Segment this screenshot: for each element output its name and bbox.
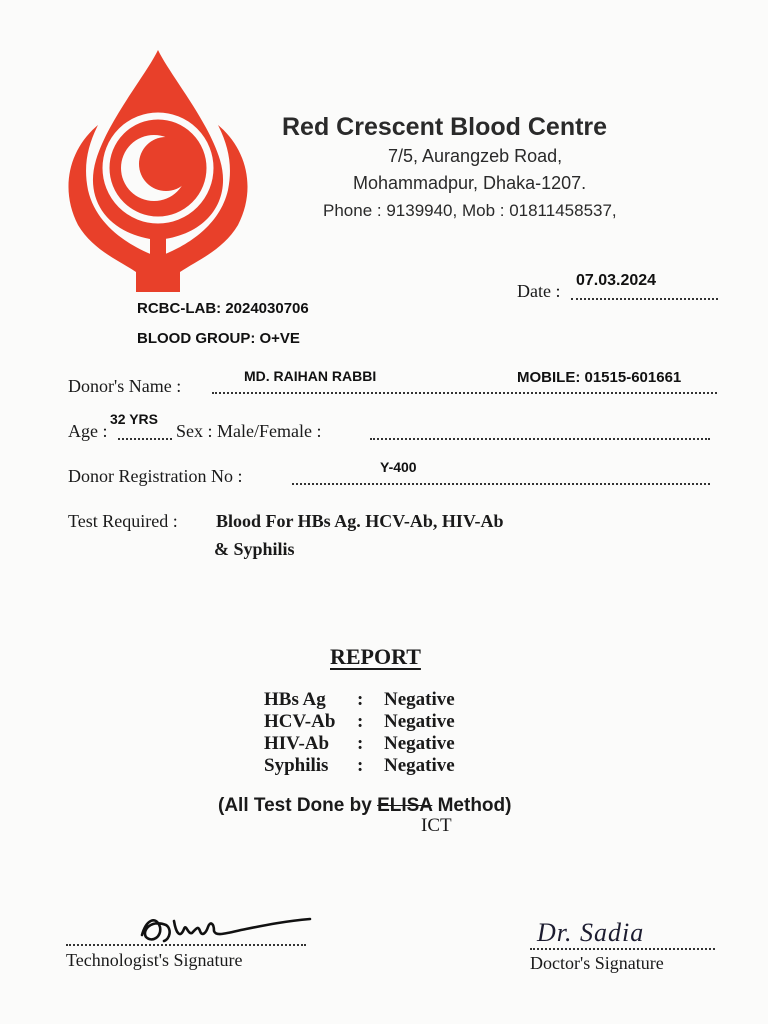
- report-title: REPORT: [330, 644, 421, 669]
- report-separator: :: [357, 711, 364, 732]
- report-row: [264, 755, 455, 777]
- report-test-name: HIV-Ab: [264, 733, 330, 754]
- sex-label: Sex : Male/Female :: [176, 421, 322, 441]
- method-struck: ELISA: [377, 795, 433, 816]
- doctor-handwritten-signature: Dr. Sadia: [537, 918, 645, 947]
- age-dots: [118, 438, 172, 440]
- sex-dots: [370, 438, 710, 440]
- date-dots: [571, 298, 718, 300]
- technologist-signature-label: Technologist's Signature: [66, 950, 243, 970]
- report-separator: :: [357, 755, 364, 776]
- report-row: [264, 711, 455, 733]
- method-prefix: (All Test Done by: [218, 795, 378, 816]
- doctor-dots: [530, 948, 715, 950]
- method-line: [218, 795, 511, 817]
- blood-group: BLOOD GROUP: O+VE: [137, 330, 300, 347]
- test-required-line-1: Blood For HBs Ag. HCV-Ab, HIV-Ab: [216, 511, 504, 531]
- donor-mobile-value: MOBILE: 01515-601661: [517, 369, 682, 386]
- report-test-name: Syphilis: [264, 755, 329, 776]
- donor-name-value: MD. RAIHAN RABBI: [244, 368, 377, 384]
- report-result: Negative: [384, 711, 455, 732]
- report-result: Negative: [384, 755, 455, 776]
- phone-line: Phone : 9139940, Mob : 01811458537,: [323, 201, 617, 220]
- report-separator: :: [357, 733, 364, 754]
- date-value: 07.03.2024: [576, 272, 657, 289]
- report-row: [264, 689, 455, 711]
- registration-value: Y-400: [380, 459, 417, 475]
- registration-dots: [292, 483, 710, 485]
- test-required-line-2: & Syphilis: [214, 539, 295, 559]
- report-test-name: HBs Ag: [264, 689, 326, 710]
- report-row: [264, 733, 455, 755]
- red-crescent-logo-icon: [58, 50, 258, 295]
- lab-number: RCBC-LAB: 2024030706: [137, 300, 309, 317]
- test-required-label: Test Required :: [68, 511, 178, 531]
- age-label: Age :: [68, 421, 108, 441]
- report-result: Negative: [384, 733, 455, 754]
- donor-name-dots: [212, 392, 717, 394]
- report-separator: :: [357, 689, 364, 710]
- org-name: Red Crescent Blood Centre: [282, 113, 608, 141]
- technologist-dots: [66, 944, 306, 946]
- address-line-2: Mohammadpur, Dhaka-1207.: [353, 173, 587, 193]
- report-result: Negative: [384, 689, 455, 710]
- donor-name-label: Donor's Name :: [68, 376, 182, 396]
- method-suffix: Method): [432, 795, 512, 816]
- address-line-1: 7/5, Aurangzeb Road,: [388, 146, 563, 166]
- doctor-signature-label: Doctor's Signature: [530, 953, 664, 973]
- registration-label: Donor Registration No :: [68, 466, 243, 486]
- date-label: Date :: [517, 281, 561, 301]
- report-test-name: HCV-Ab: [264, 711, 336, 732]
- method-correction: ICT: [421, 815, 452, 836]
- age-value: 32 YRS: [110, 411, 158, 427]
